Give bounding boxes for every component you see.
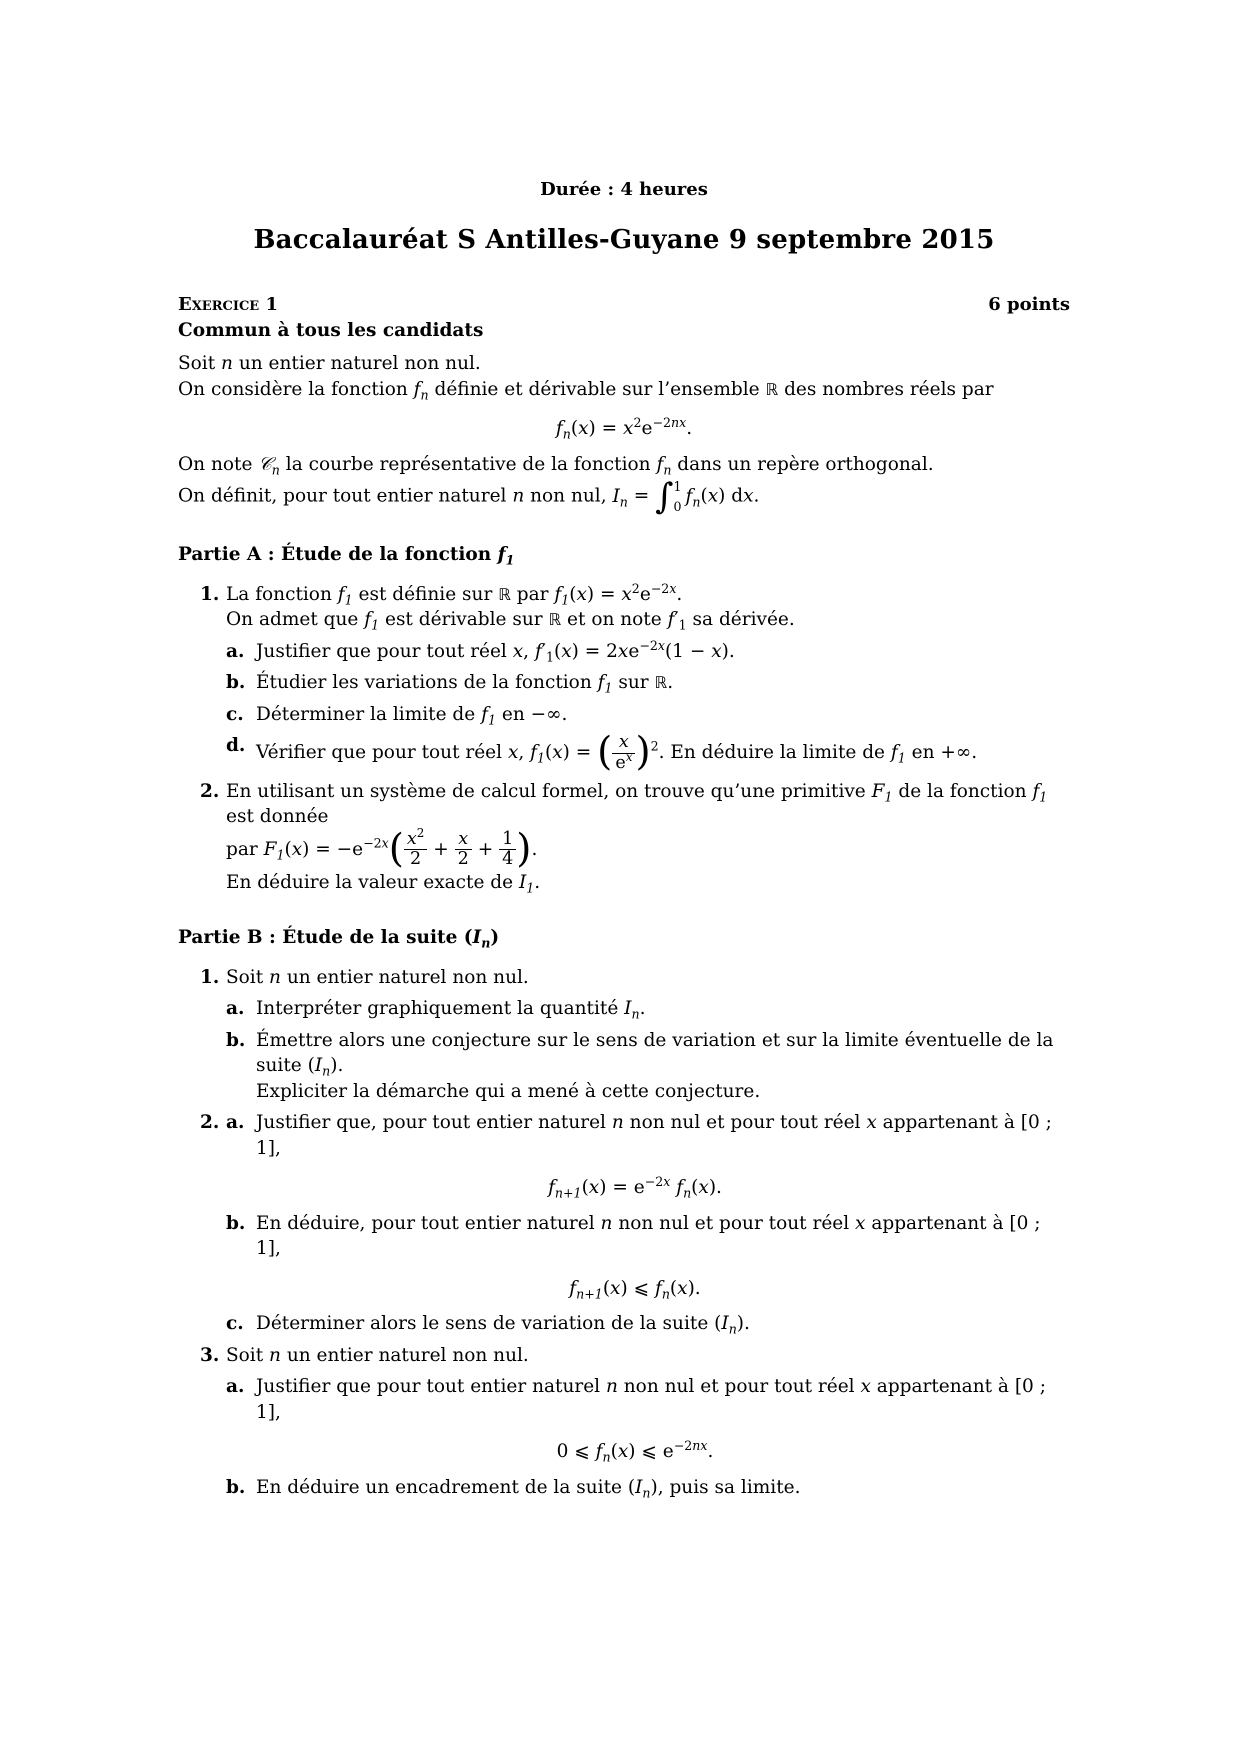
exercise-points: 6 points bbox=[988, 293, 1070, 315]
partA-q2-line-2: par $F_1(x) = -e^{-2x}$( $\frac{x^2}{2}$ + $\frac{x}{2}$ + $\frac{1}{4}$ ). bbox=[226, 826, 538, 872]
partB-q2b: b. En déduire, pour tout entier naturel n non nul et pour tout réel x appartenant à [0 ; 1], bbox=[226, 1212, 1041, 1260]
partB-question-1: 1. Soit n un entier naturel non nul. a. Interpréter graphiquement la quantité $I_n$. b. Émettre alors une conjecture sur le sens de variation et sur la limite éventuelle de la suite $(I_n)$. Expliciter la démarche qui a mené à cette conjecture. bbox=[200, 965, 1070, 1105]
partB-q1a: a. Interpréter graphiquement la quantité $I_n$. bbox=[226, 998, 646, 1022]
partB-question-2: 2. a. Justifier que, pour tout entier naturel n non nul et pour tout réel x appartenant à [0 ; 1], $f_{n+1}(x) = e^{-2x}$ $f_n(x)$. b. En déduire, pour tout entier naturel n non nul et pour tout réel x appartenant à [0 ; 1], $f_{n+1}(x)$ ⩽ $f_n(x)$. c. Déterminer alors le sens de variation de la suite $(I_n)$. bbox=[200, 1110, 1070, 1337]
exercise-header bbox=[178, 293, 1070, 318]
partA-q1b: b. Étudier les variations de la fonction $f_1$ sur ℝ. bbox=[226, 672, 674, 696]
partB-question-3: 3. Soit n un entier naturel non nul. a. Justifier que pour tout entier naturel n non nul et pour tout réel x appartenant à [0 ; 1], 0 ⩽ $f_n(x)$ ⩽ $e^{-2nx}$. b. En déduire un encadrement de la suite $(I_n)$, puis sa limite. bbox=[200, 1343, 1070, 1501]
intro-line-2: On considère la fonction $f_n$ définie et dérivable sur l’ensemble ℝ des nombres réels par bbox=[178, 378, 994, 403]
intro-line-3: On note 𝒞$_n$ la courbe représentative de la fonction $f_n$ dans un repère orthogonal. bbox=[178, 453, 934, 478]
duration-label: Durée : 4 heures bbox=[540, 179, 708, 200]
partA-q1-line-1: La fonction $f_1$ est définie sur ℝ par $f_1(x) = x^2e^{-2x}$. bbox=[226, 580, 683, 608]
partA-q1c: c. Déterminer la limite de $f_1$ en −∞. bbox=[226, 703, 568, 728]
partB-q2c: c. Déterminer alors le sens de variation de la suite $(I_n)$. bbox=[226, 1313, 750, 1337]
partA-q1d: d. Vérifier que pour tout réel x, $f_1(x)$ = ( $\frac{x}{e^x}$ )$^2$. En déduire la limite de $f_1$ en +∞. bbox=[226, 729, 978, 775]
partA-question-1: 1. La fonction $f_1$ est définie sur ℝ par $f_1(x) = x^2e^{-2x}$. On admet que $f_1$ est dérivable sur ℝ et on note $f'_1$ sa dérivée. a. Justifier que pour tout réel x, $f'_1(x) = 2xe^{-2x}(1 - x)$. b. Étudier les variations de la fonction $f_1$ sur ℝ. c. Déterminer la limite de $f_1$ en −∞. d. Vérifier que pour tout réel x, $f_1(x)$ = ( $\frac{x}{e^x}$ )$^2$. En déduire la limite de $f_1$ en +∞. bbox=[200, 582, 1070, 773]
partA-title: Partie A : Étude de la fonction $f_1$ bbox=[178, 544, 515, 568]
exercise-name: Exercice 1 bbox=[178, 293, 278, 315]
intro-line-1: Soit n un entier naturel non nul. bbox=[178, 353, 481, 375]
partB-q2a-equation: $f_{n+1}(x) = e^{-2x}$ $f_n(x)$. bbox=[548, 1174, 722, 1201]
partA-q2-line-1: En utilisant un système de calcul formel, on trouve qu’une primitive $F_1$ de la fonction $f_1$ est donnée bbox=[226, 780, 1048, 828]
partA-q1a: a. Justifier que pour tout réel x, $f'_1(x) = 2xe^{-2x}(1 - x)$. bbox=[226, 637, 735, 665]
partB-q3a-equation: 0 ⩽ $f_n(x)$ ⩽ $e^{-2nx}$. bbox=[556, 1438, 714, 1465]
partA-q2-line-3: En déduire la valeur exacte de $I_1$. bbox=[226, 871, 541, 896]
intro-equation: $f_n(x) = x^2e^{-2nx}$. bbox=[555, 414, 693, 442]
partA-question-2: 2. En utilisant un système de calcul formel, on trouve qu’une primitive $F_1$ de la fonction $f_1$ est donnée par $F_1(x) = -e^{-2x}$( $\frac{x^2}{2}$ + $\frac{x}{2}$ + $\frac{1}{4}$ ). En déduire la valeur exacte de $I_1$. bbox=[200, 779, 1070, 895]
partB-q1-line: Soit n un entier naturel non nul. bbox=[226, 966, 529, 988]
intro-line-4: On définit, pour tout entier naturel n non nul, $I_n$ = ∫ 1 0 $f_n(x)$ dx. bbox=[178, 476, 760, 518]
page-title: Baccalauréat S Antilles-Guyane 9 septembre 2015 bbox=[253, 224, 995, 255]
exercise-audience: Commun à tous les candidats bbox=[178, 319, 484, 341]
partA-q1-line-2: On admet que $f_1$ est dérivable sur ℝ et on note $f'_1$ sa dérivée. bbox=[226, 609, 795, 633]
partB-q1b: b. Émettre alors une conjecture sur le sens de variation et sur la limite éventuelle de la suite $(I_n)$. Expliciter la démarche qui a mené à cette conjecture. bbox=[226, 1029, 1054, 1102]
partB-q2a: a. Justifier que, pour tout entier naturel n non nul et pour tout réel x appartenant à [0 ; 1], bbox=[226, 1112, 1052, 1159]
partB-q3a: a. Justifier que pour tout entier naturel n non nul et pour tout réel x appartenant à [0 ; 1], bbox=[226, 1376, 1046, 1423]
partB-q3b: b. En déduire un encadrement de la suite $(I_n)$, puis sa limite. bbox=[226, 1476, 801, 1501]
partB-q3-line: Soit n un entier naturel non nul. bbox=[226, 1344, 529, 1366]
partB-title: Partie B : Étude de la suite $(I_n)$ bbox=[178, 927, 500, 951]
page-content bbox=[178, 178, 1070, 1500]
partB-q2b-equation: $f_{n+1}(x)$ ⩽ $f_n(x)$. bbox=[569, 1277, 701, 1302]
